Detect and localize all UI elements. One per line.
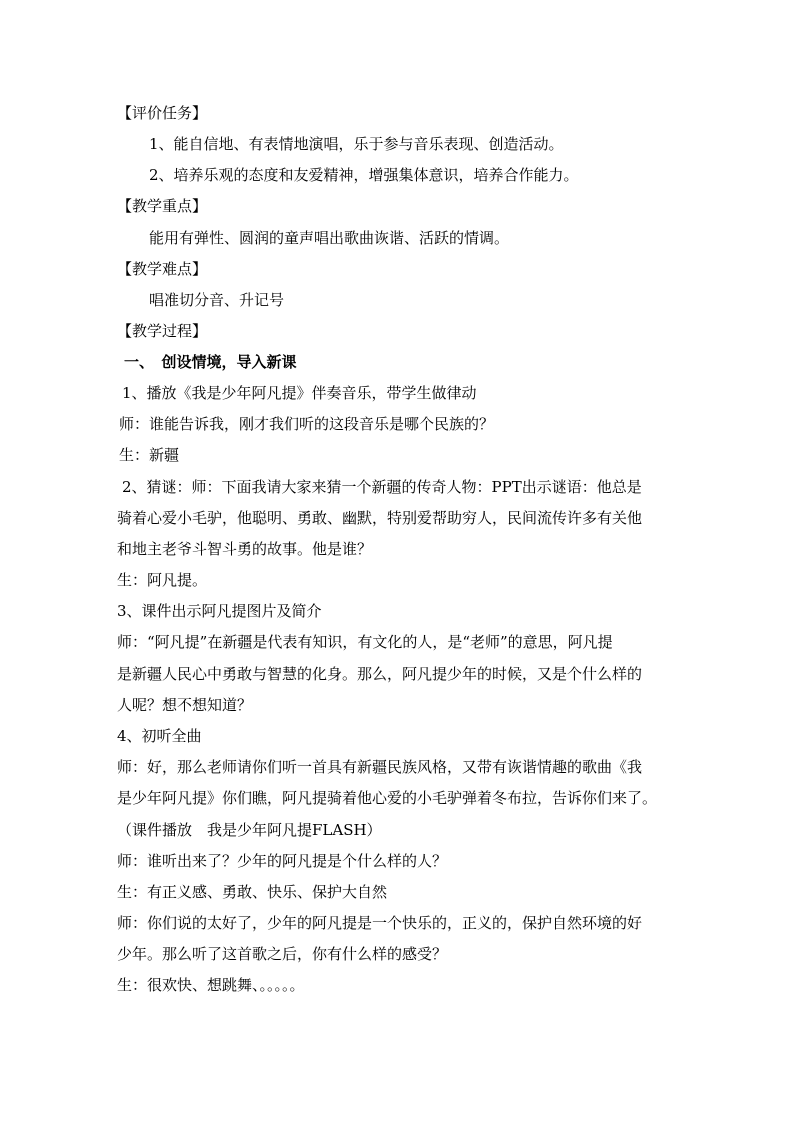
paragraph-line: 人呢？想不想知道？ bbox=[117, 696, 253, 714]
paragraph-line: （课件播放 我是少年阿凡提FLASH） bbox=[117, 821, 382, 839]
paragraph-line: 师：你们说的太好了，少年的阿凡提是一个快乐的，正义的，保护自然环境的好 bbox=[117, 914, 643, 932]
paragraph-line: 是新疆人民心中勇敢与智慧的化身。那么，阿凡提少年的时候，又是个什么样的 bbox=[117, 665, 643, 683]
section-heading-key-points: 【教学重点】 bbox=[117, 197, 208, 215]
paragraph-line: 是少年阿凡提》你们瞧，阿凡提骑着他心爱的小毛驴弹着冬布拉，告诉你们来了。 bbox=[117, 789, 658, 807]
subsection-heading: 一、 创设情境，导入新课 bbox=[124, 353, 297, 371]
paragraph-line: 1、能自信地、有表情地演唱，乐于参与音乐表现、创造活动。 bbox=[149, 135, 564, 153]
paragraph-line: 4、初听全曲 bbox=[117, 727, 202, 745]
paragraph-line: 3、课件出示阿凡提图片及简介 bbox=[117, 602, 322, 620]
section-heading-evaluation: 【评价任务】 bbox=[117, 104, 208, 122]
paragraph-line: 2、培养乐观的态度和友爱精神，增强集体意识，培养合作能力。 bbox=[149, 166, 579, 184]
paragraph-line: 少年。那么听了这首歌之后，你有什么样的感受？ bbox=[117, 945, 448, 963]
paragraph-line: 和地主老爷斗智斗勇的故事。他是谁？ bbox=[117, 540, 373, 558]
paragraph-line: 生：很欢快、想跳舞、。。。。。 bbox=[117, 976, 305, 994]
paragraph-line: 唱准切分音、升记号 bbox=[149, 291, 285, 309]
section-heading-difficulties: 【教学难点】 bbox=[117, 260, 208, 278]
paragraph-line: 生：阿凡提。 bbox=[117, 571, 208, 589]
section-heading-process: 【教学过程】 bbox=[117, 322, 208, 340]
paragraph-line: 骑着心爱小毛驴，他聪明、勇敢、幽默，特别爱帮助穷人，民间流传许多有关他 bbox=[117, 509, 643, 527]
paragraph-line: 生：有正义感、勇敢、快乐、保护大自然 bbox=[117, 883, 388, 901]
paragraph-line: 师：谁能告诉我，刚才我们听的这段音乐是哪个民族的？ bbox=[119, 415, 495, 433]
paragraph-line: 生：新疆 bbox=[119, 446, 180, 464]
paragraph-line: 能用有弹性、圆润的童声唱出歌曲诙谐、活跃的情调。 bbox=[149, 229, 510, 247]
paragraph-line: 1、播放《我是少年阿凡提》伴奏音乐，带学生做律动 bbox=[122, 384, 477, 402]
paragraph-line: 师：“阿凡提”在新疆是代表有知识，有文化的人，是“老师”的意思，阿凡提 bbox=[117, 633, 613, 651]
paragraph-line: 师：好，那么老师请你们听一首具有新疆民族风格，又带有诙谐情趣的歌曲《我 bbox=[117, 758, 643, 776]
paragraph-line: 2、猜谜：师：下面我请大家来猜一个新疆的传奇人物：PPT出示谜语：他总是 bbox=[122, 478, 642, 496]
paragraph-line: 师：谁听出来了？少年的阿凡提是个什么样的人？ bbox=[117, 852, 448, 870]
